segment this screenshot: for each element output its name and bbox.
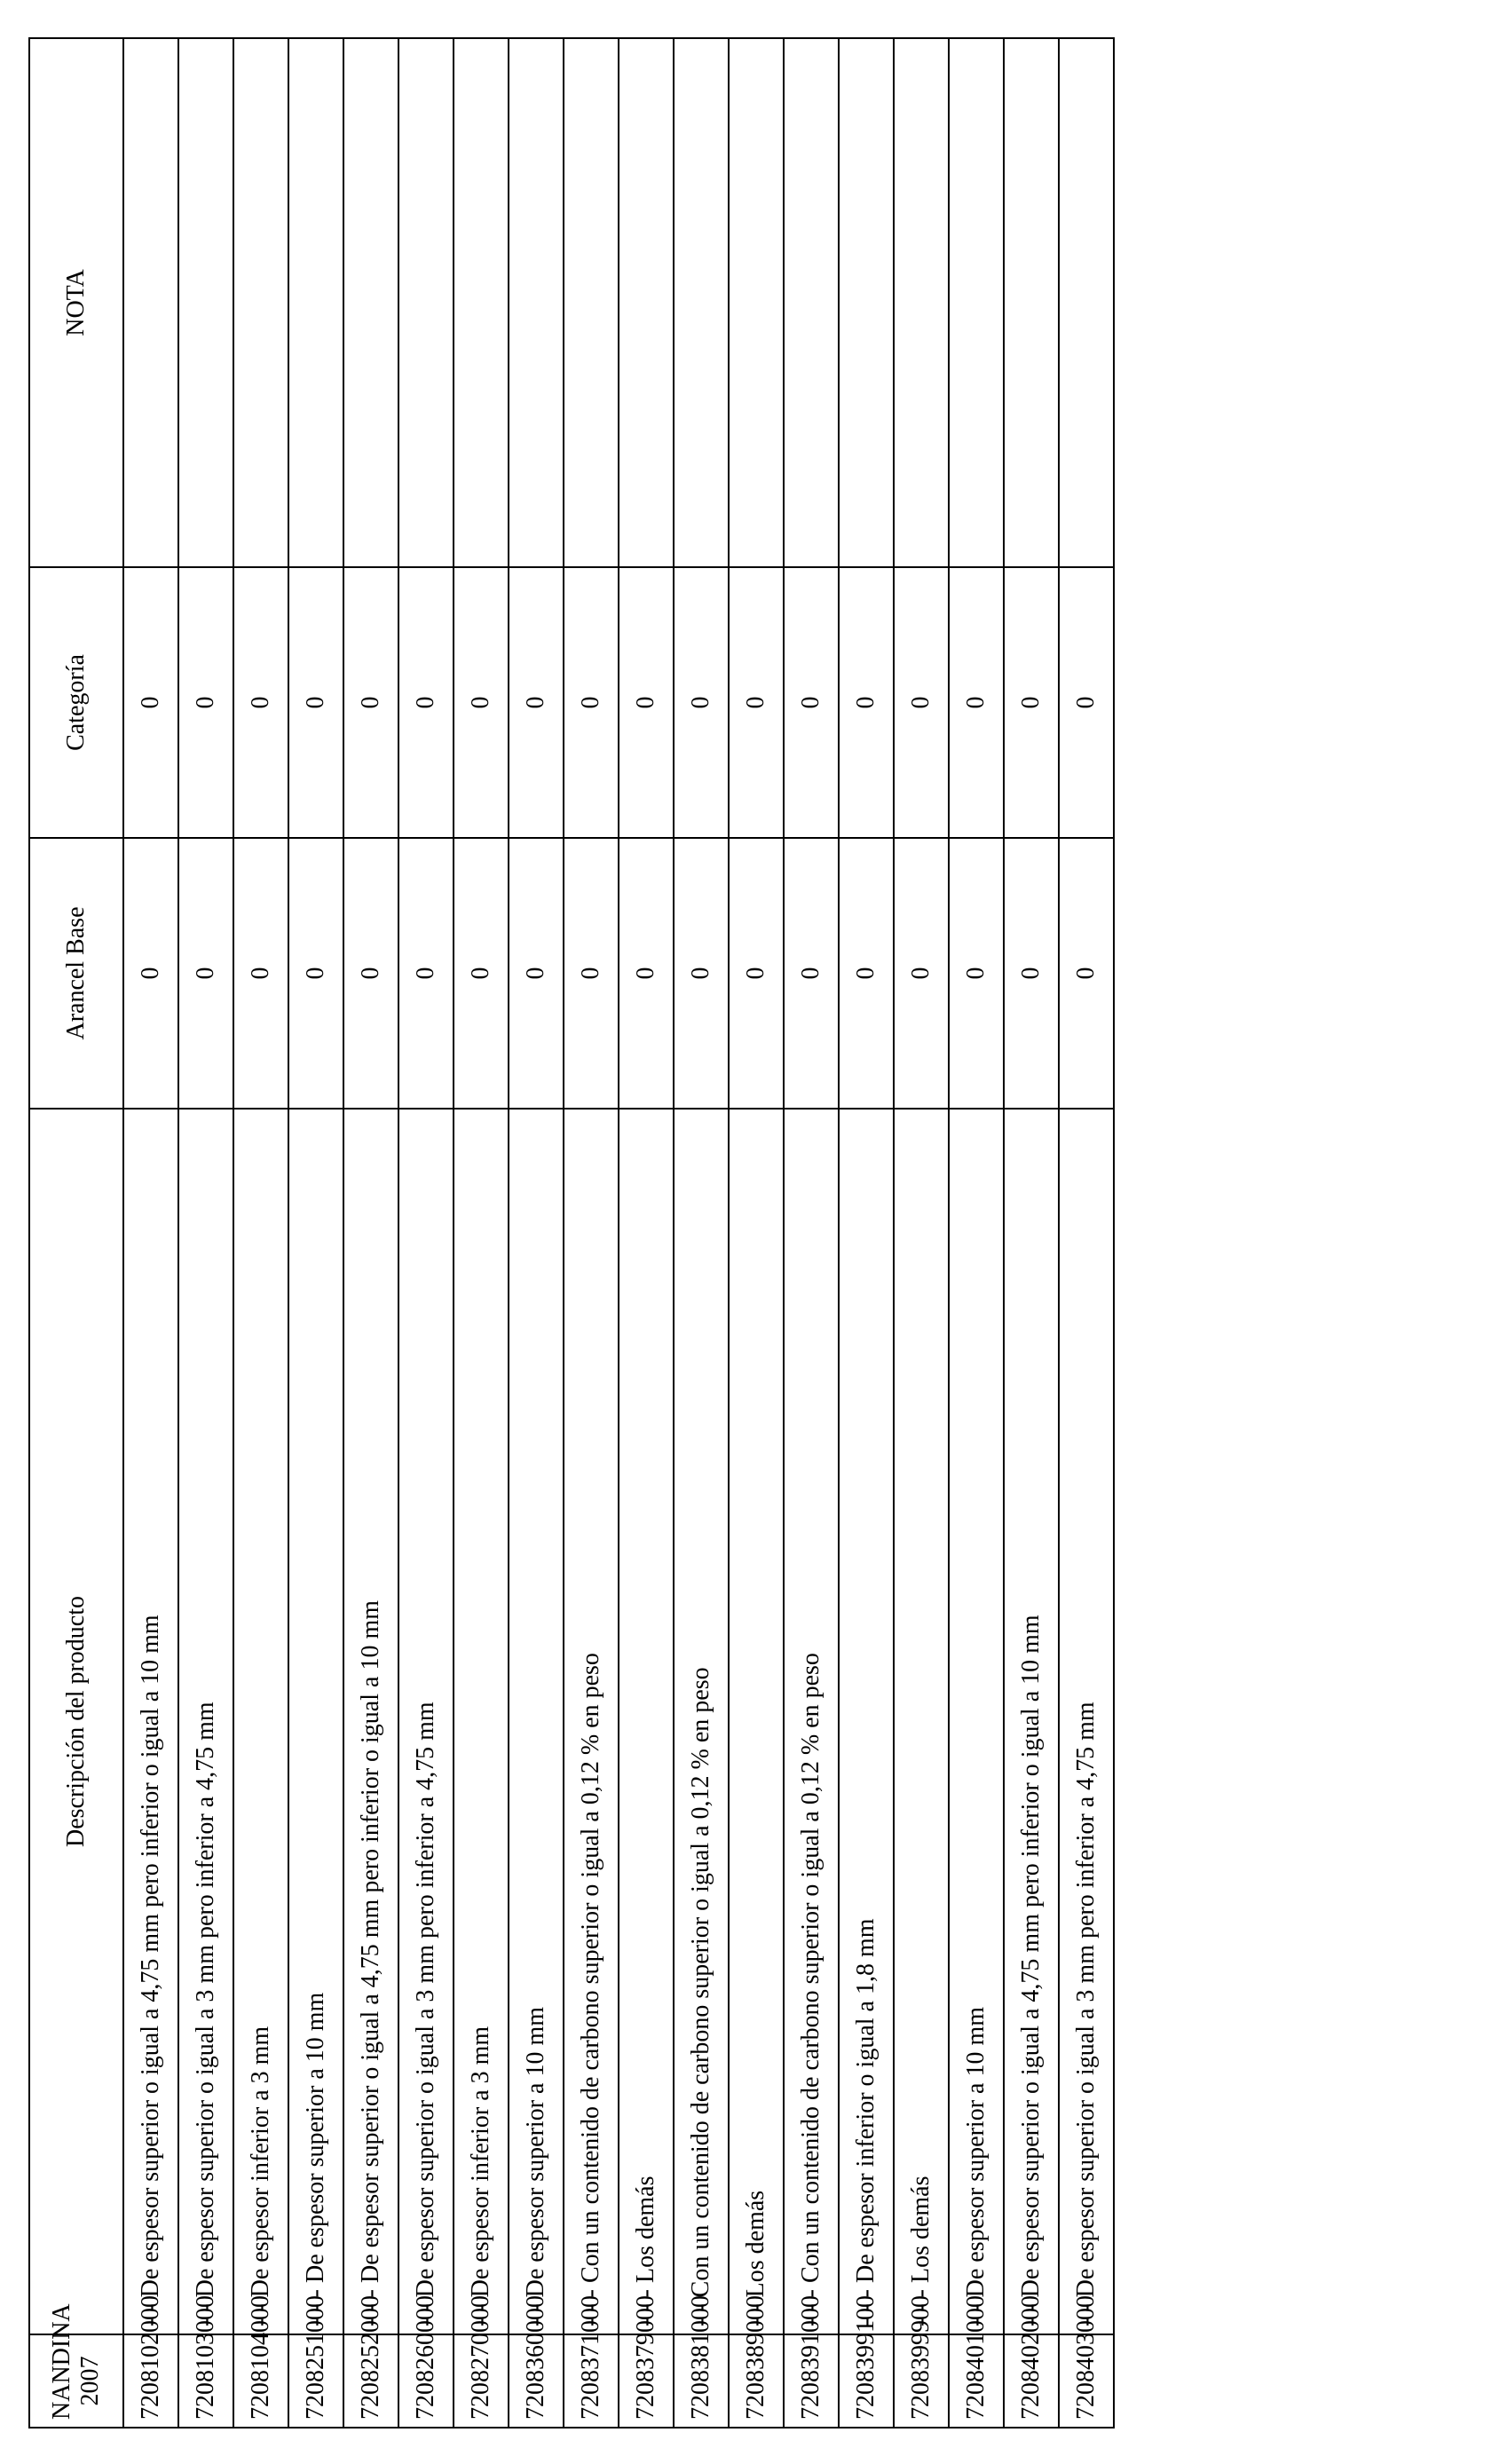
cell-code: 7208252000 <box>343 2334 398 2428</box>
cell-note <box>509 38 564 567</box>
cell-base-rate: 0 <box>233 838 288 1109</box>
cell-code: 7208381000 <box>674 2334 729 2428</box>
cell-base-rate: 0 <box>288 838 343 1109</box>
cell-category: 0 <box>288 567 343 838</box>
cell-code: 7208103000 <box>178 2334 233 2428</box>
table-row <box>288 38 343 2428</box>
cell-category: 0 <box>123 567 178 838</box>
cell-description: - - De espesor superior o igual a 3 mm pero inferior a 4,75 mm <box>178 1109 233 2334</box>
cell-code: 7208251000 <box>288 2334 343 2428</box>
cell-category: 0 <box>564 567 619 838</box>
table-row <box>233 38 288 2428</box>
cell-code: 7208391000 <box>784 2334 839 2428</box>
cell-code: 7208371000 <box>564 2334 619 2428</box>
cell-note <box>564 38 619 567</box>
header-description: Descripción del producto <box>29 1109 123 2334</box>
table-row <box>398 38 454 2428</box>
cell-category: 0 <box>674 567 729 838</box>
cell-note <box>398 38 454 567</box>
cell-note <box>619 38 674 567</box>
table-row <box>784 38 839 2428</box>
cell-description: - - Los demás <box>729 1109 784 2334</box>
cell-note <box>343 38 398 567</box>
cell-category: 0 <box>949 567 1004 838</box>
cell-description: - - De espesor superior o igual a 3 mm pero inferior a 4,75 mm <box>398 1109 454 2334</box>
cell-category: 0 <box>509 567 564 838</box>
cell-note <box>784 38 839 567</box>
cell-description: - - De espesor superior o igual a 4,75 mm pero inferior o igual a 10 mm <box>123 1109 178 2334</box>
table-row <box>123 38 178 2428</box>
table-row <box>729 38 784 2428</box>
cell-code: 7208399900 <box>894 2334 949 2428</box>
cell-base-rate: 0 <box>949 838 1004 1109</box>
cell-base-rate: 0 <box>784 838 839 1109</box>
tariff-table <box>28 37 1115 2428</box>
cell-code: 7208260000 <box>398 2334 454 2428</box>
cell-base-rate: 0 <box>178 838 233 1109</box>
cell-base-rate: 0 <box>674 838 729 1109</box>
cell-note <box>288 38 343 567</box>
cell-category: 0 <box>178 567 233 838</box>
cell-category: 0 <box>784 567 839 838</box>
cell-base-rate: 0 <box>894 838 949 1109</box>
cell-note <box>123 38 178 567</box>
table-row <box>564 38 619 2428</box>
header-code-line1: NANDINA <box>48 2303 75 2420</box>
cell-description: - - De espesor superior a 10 mm <box>949 1109 1004 2334</box>
cell-code: 7208399100 <box>839 2334 894 2428</box>
cell-description: - - - Con un contenido de carbono superior o igual a 0,12 % en peso <box>784 1109 839 2334</box>
header-note: NOTA <box>29 38 123 567</box>
cell-code: 7208102000 <box>123 2334 178 2428</box>
cell-note <box>729 38 784 567</box>
table-row <box>509 38 564 2428</box>
cell-base-rate: 0 <box>729 838 784 1109</box>
cell-category: 0 <box>1004 567 1059 838</box>
cell-category: 0 <box>729 567 784 838</box>
cell-category: 0 <box>1059 567 1114 838</box>
header-category: Categoría <box>29 567 123 838</box>
cell-description: - - - De espesor inferior o igual a 1,8 mm <box>839 1109 894 2334</box>
table-row <box>343 38 398 2428</box>
cell-base-rate: 0 <box>343 838 398 1109</box>
header-code <box>29 2303 123 2428</box>
table-row <box>619 38 674 2428</box>
cell-category: 0 <box>398 567 454 838</box>
header-code-line2: 2007 <box>76 2356 104 2406</box>
cell-note <box>233 38 288 567</box>
table-body <box>123 38 1114 2428</box>
table-header <box>29 38 123 2428</box>
table-row <box>1004 38 1059 2428</box>
table-row <box>674 38 729 2428</box>
cell-note <box>674 38 729 567</box>
cell-note <box>949 38 1004 567</box>
cell-category: 0 <box>454 567 509 838</box>
cell-note <box>894 38 949 567</box>
table-row <box>178 38 233 2428</box>
cell-base-rate: 0 <box>509 838 564 1109</box>
cell-code: 7208270000 <box>454 2334 509 2428</box>
cell-description: - - - De espesor superior a 10 mm <box>288 1109 343 2334</box>
cell-base-rate: 0 <box>123 838 178 1109</box>
table-row <box>1059 38 1114 2428</box>
cell-note <box>454 38 509 567</box>
cell-code: 7208402000 <box>1004 2334 1059 2428</box>
cell-description: - - De espesor superior o igual a 4,75 mm pero inferior o igual a 10 mm <box>1004 1109 1059 2334</box>
cell-note <box>839 38 894 567</box>
cell-base-rate: 0 <box>564 838 619 1109</box>
header-base-rate: Arancel Base <box>29 838 123 1109</box>
table-row <box>454 38 509 2428</box>
cell-note <box>1059 38 1114 567</box>
cell-description: - - - Los demás <box>894 1109 949 2334</box>
header-row <box>29 38 123 2428</box>
cell-base-rate: 0 <box>1004 838 1059 1109</box>
cell-base-rate: 0 <box>619 838 674 1109</box>
cell-code: 7208360000 <box>509 2334 564 2428</box>
table-row <box>949 38 1004 2428</box>
cell-description: - - De espesor inferior a 3 mm <box>454 1109 509 2334</box>
cell-category: 0 <box>839 567 894 838</box>
cell-code: 7208379000 <box>619 2334 674 2428</box>
cell-code: 7208403000 <box>1059 2334 1114 2428</box>
cell-note <box>178 38 233 567</box>
table-row <box>894 38 949 2428</box>
cell-code: 7208401000 <box>949 2334 1004 2428</box>
cell-description: - - De espesor superior a 10 mm <box>509 1109 564 2334</box>
cell-category: 0 <box>619 567 674 838</box>
cell-category: 0 <box>233 567 288 838</box>
cell-description: - - - Los demás <box>619 1109 674 2334</box>
table-row <box>839 38 894 2428</box>
cell-code: 7208104000 <box>233 2334 288 2428</box>
cell-description: - - De espesor superior o igual a 3 mm pero inferior a 4,75 mm <box>1059 1109 1114 2334</box>
cell-description: - - - De espesor superior o igual a 4,75 mm pero inferior o igual a 10 mm <box>343 1109 398 2334</box>
cell-base-rate: 0 <box>398 838 454 1109</box>
cell-description: - - Con un contenido de carbono superior o igual a 0,12 % en peso <box>674 1109 729 2334</box>
cell-category: 0 <box>343 567 398 838</box>
cell-base-rate: 0 <box>839 838 894 1109</box>
cell-base-rate: 0 <box>1059 838 1114 1109</box>
cell-category: 0 <box>894 567 949 838</box>
cell-code: 7208389000 <box>729 2334 784 2428</box>
cell-note <box>1004 38 1059 567</box>
cell-description: - - De espesor inferior a 3 mm <box>233 1109 288 2334</box>
cell-base-rate: 0 <box>454 838 509 1109</box>
cell-description: - - - Con un contenido de carbono superior o igual a 0,12 % en peso <box>564 1109 619 2334</box>
